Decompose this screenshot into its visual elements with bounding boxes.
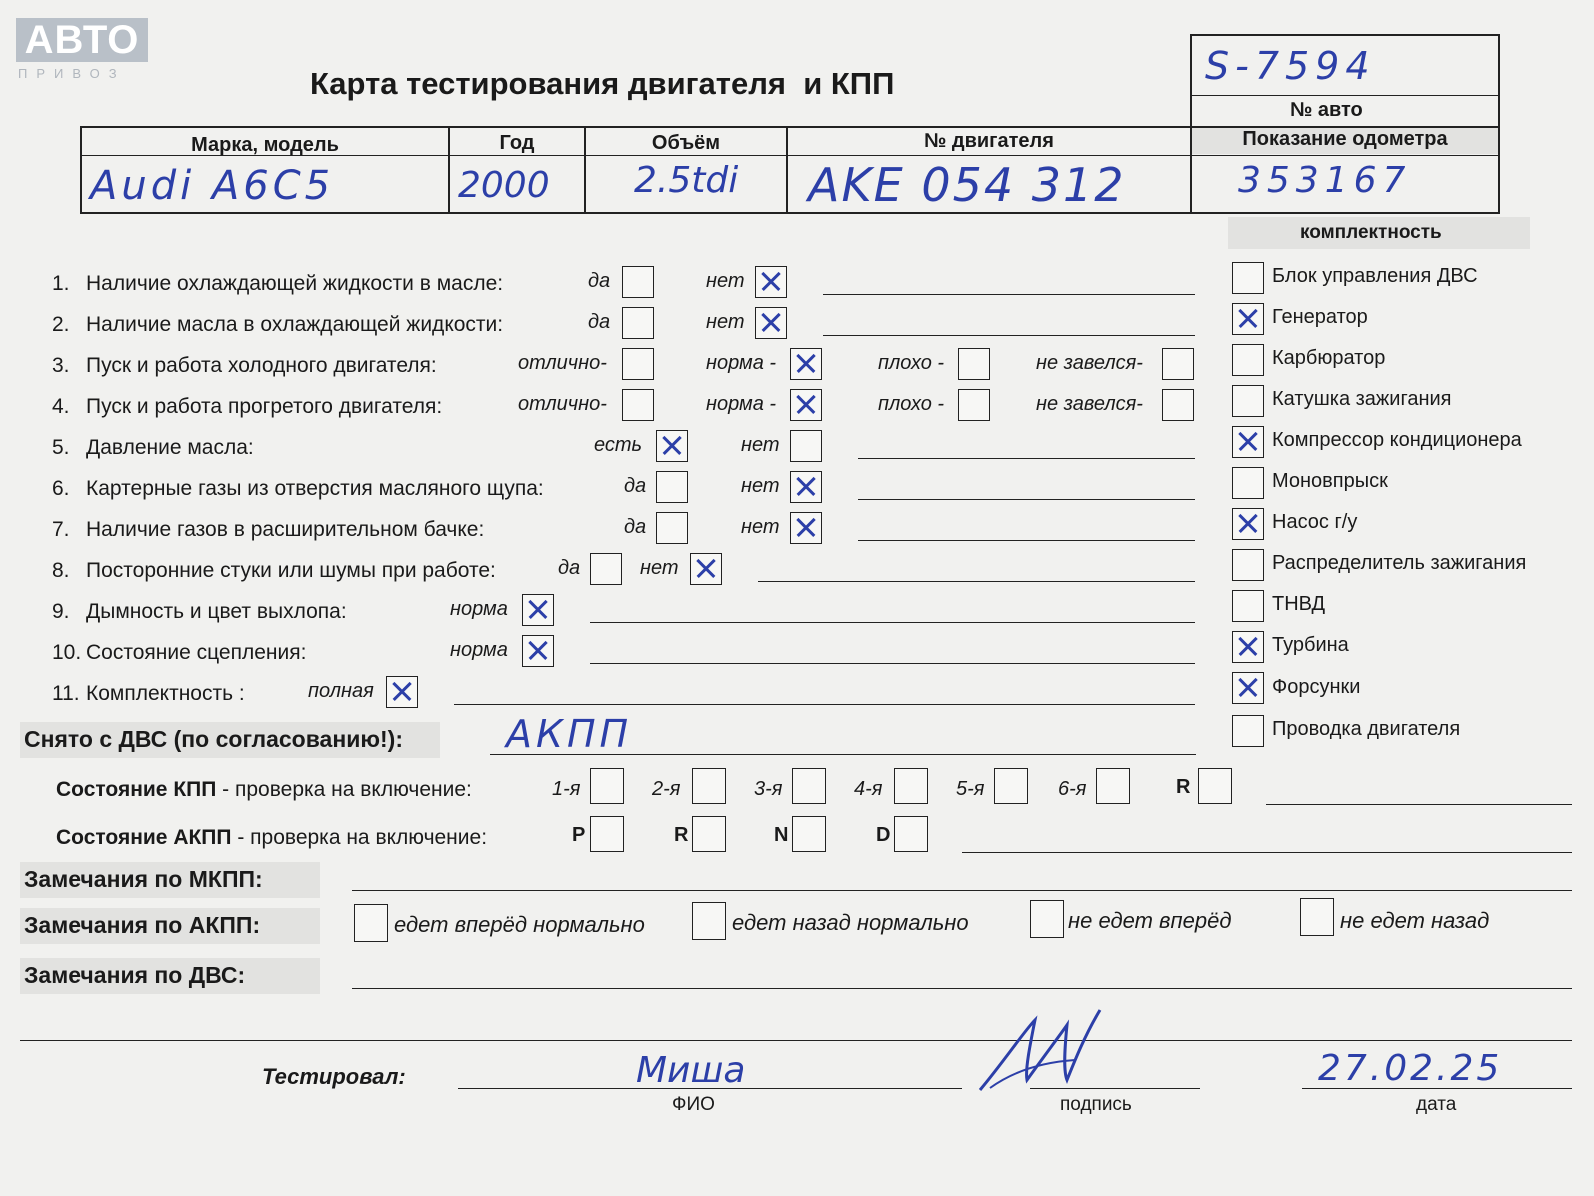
checkbox[interactable] bbox=[790, 430, 822, 462]
option-label: не завелся- bbox=[1036, 352, 1143, 374]
checkbox[interactable] bbox=[958, 348, 990, 380]
checkbox[interactable] bbox=[1232, 715, 1264, 747]
checkbox[interactable] bbox=[958, 389, 990, 421]
completeness-item: Форсунки bbox=[1272, 676, 1361, 698]
checkbox[interactable] bbox=[755, 307, 787, 339]
header-volume: Объём bbox=[651, 132, 721, 154]
checkbox[interactable] bbox=[522, 635, 554, 667]
option-label: есть bbox=[594, 434, 643, 456]
checkbox[interactable] bbox=[1232, 672, 1264, 704]
item-label: Наличие газов в расширительном бачке: bbox=[86, 518, 485, 541]
option-label: нет bbox=[706, 311, 745, 333]
akpp-label: Состояние АКПП - проверка на включение: bbox=[56, 826, 488, 849]
completeness-item: ТНВД bbox=[1272, 593, 1326, 615]
car-number-label: № авто bbox=[1290, 99, 1363, 121]
gear-label: 2-я bbox=[652, 778, 681, 800]
year-value: 2000 bbox=[458, 165, 550, 206]
option-label: отлично- bbox=[518, 393, 607, 415]
checkbox[interactable] bbox=[354, 904, 388, 942]
mode-label: N bbox=[774, 824, 789, 846]
header-year: Год bbox=[499, 132, 535, 154]
akpp-option: едет вперёд нормально bbox=[394, 912, 645, 937]
completeness-item: Насос г/у bbox=[1272, 511, 1358, 533]
volume-value: 2.5tdi bbox=[634, 160, 739, 201]
item-num: 4. bbox=[52, 395, 70, 418]
checkbox[interactable] bbox=[1300, 898, 1334, 936]
gear-label: 5-я bbox=[956, 778, 985, 800]
item-num: 6. bbox=[52, 477, 70, 500]
checkbox[interactable] bbox=[1232, 631, 1264, 663]
completeness-item: Карбюратор bbox=[1272, 347, 1386, 369]
checkbox[interactable] bbox=[656, 430, 688, 462]
option-label: плохо - bbox=[878, 352, 945, 374]
checkbox[interactable] bbox=[622, 348, 654, 380]
completeness-item: Блок управления ДВС bbox=[1272, 265, 1478, 287]
checkbox[interactable] bbox=[1232, 467, 1264, 499]
completeness-item: Проводка двигателя bbox=[1272, 718, 1461, 740]
option-label: не завелся- bbox=[1036, 393, 1143, 415]
completeness-item: Генератор bbox=[1272, 306, 1368, 328]
completeness-item: Компрессор кондиционера bbox=[1272, 429, 1522, 451]
item-label: Посторонние стуки или шумы при работе: bbox=[86, 559, 496, 582]
name-caption: ФИО bbox=[672, 1094, 715, 1115]
odometer-value: 353167 bbox=[1238, 160, 1412, 201]
mode-label: P bbox=[572, 824, 586, 846]
checkbox[interactable] bbox=[792, 768, 826, 804]
item-num: 7. bbox=[52, 518, 70, 541]
option-label: норма - bbox=[706, 352, 777, 374]
completeness-title: комплектность bbox=[1300, 222, 1442, 243]
checkbox[interactable] bbox=[1030, 900, 1064, 938]
option-label: нет bbox=[741, 475, 780, 497]
option-label: да bbox=[588, 270, 611, 292]
checkbox[interactable] bbox=[622, 389, 654, 421]
checkbox[interactable] bbox=[894, 816, 928, 852]
checkbox[interactable] bbox=[790, 348, 822, 380]
gear-label: 3-я bbox=[754, 778, 783, 800]
removed-value: АКПП bbox=[506, 712, 633, 756]
signature-caption: подпись bbox=[1060, 1094, 1132, 1115]
checkbox[interactable] bbox=[894, 768, 928, 804]
header-engine-no: № двигателя bbox=[924, 130, 1054, 152]
checkbox[interactable] bbox=[1162, 389, 1194, 421]
checkbox[interactable] bbox=[1096, 768, 1130, 804]
engine-no-value: AKE 054 312 bbox=[808, 158, 1126, 212]
gear-label: 1-я bbox=[552, 778, 581, 800]
tester-name: Миша bbox=[636, 1050, 746, 1091]
logo: АВТО bbox=[16, 18, 148, 62]
checkbox[interactable] bbox=[994, 768, 1028, 804]
option-label: полная bbox=[308, 680, 374, 702]
option-label: нет bbox=[640, 557, 679, 579]
checkbox[interactable] bbox=[790, 512, 822, 544]
checkbox[interactable] bbox=[692, 768, 726, 804]
akpp-option: не едет назад bbox=[1340, 908, 1490, 933]
header-odometer: Показание одометра bbox=[1242, 128, 1448, 150]
checkbox[interactable] bbox=[590, 816, 624, 852]
completeness-item: Моновпрыск bbox=[1272, 470, 1388, 492]
checkbox[interactable] bbox=[1232, 426, 1264, 458]
item-label: Комплектность : bbox=[86, 682, 245, 705]
gear-label: 4-я bbox=[854, 778, 883, 800]
checkbox[interactable] bbox=[622, 307, 654, 339]
page-title: Карта тестирования двигателя и КПП bbox=[310, 66, 895, 101]
kpp-label: Состояние КПП - проверка на включение: bbox=[56, 778, 472, 801]
logo-subtitle: ПРИВОЗ bbox=[18, 66, 126, 81]
item-num: 9. bbox=[52, 600, 70, 623]
item-label: Наличие охлаждающей жидкости в масле: bbox=[86, 272, 504, 295]
checkbox[interactable] bbox=[656, 512, 688, 544]
removed-label: Снято с ДВС (по согласованию!): bbox=[24, 726, 403, 752]
item-label: Наличие масла в охлаждающей жидкости: bbox=[86, 313, 504, 336]
completeness-item: Распределитель зажигания bbox=[1272, 552, 1527, 574]
item-num: 2. bbox=[52, 313, 70, 336]
checkbox[interactable] bbox=[1232, 344, 1264, 376]
checkbox[interactable] bbox=[1232, 508, 1264, 540]
item-num: 11. bbox=[52, 682, 80, 705]
checkbox[interactable] bbox=[386, 676, 418, 708]
checkbox[interactable] bbox=[1232, 262, 1264, 294]
signature-mark bbox=[975, 1000, 1125, 1100]
header-make-model: Марка, модель bbox=[191, 134, 339, 156]
completeness-item: Турбина bbox=[1272, 634, 1349, 656]
item-num: 10. bbox=[52, 641, 82, 664]
checkbox[interactable] bbox=[692, 816, 726, 852]
item-label: Давление масла: bbox=[86, 436, 254, 459]
make-model-value: Audi A6C5 bbox=[90, 163, 335, 209]
option-label: плохо - bbox=[878, 393, 945, 415]
checkbox[interactable] bbox=[656, 471, 688, 503]
item-label: Пуск и работа прогретого двигателя: bbox=[86, 395, 443, 418]
akpp-option: не едет вперёд bbox=[1068, 908, 1232, 933]
item-num: 1. bbox=[52, 272, 70, 295]
option-label: да bbox=[558, 557, 581, 579]
checkbox[interactable] bbox=[790, 389, 822, 421]
checkbox[interactable] bbox=[690, 553, 722, 585]
option-label: да bbox=[624, 516, 647, 538]
option-label: норма bbox=[450, 598, 508, 620]
checkbox[interactable] bbox=[522, 594, 554, 626]
option-label: норма - bbox=[706, 393, 777, 415]
car-number-value: S-7594 bbox=[1205, 44, 1376, 88]
checkbox[interactable] bbox=[790, 471, 822, 503]
checkbox[interactable] bbox=[1162, 348, 1194, 380]
date-value: 27.02.25 bbox=[1318, 1048, 1503, 1089]
option-label: норма bbox=[450, 639, 508, 661]
checkbox[interactable] bbox=[1198, 768, 1232, 804]
item-num: 5. bbox=[52, 436, 70, 459]
mode-label: R bbox=[674, 824, 689, 846]
checkbox[interactable] bbox=[1232, 590, 1264, 622]
date-caption: дата bbox=[1416, 1094, 1457, 1115]
remarks-mkpp-label: Замечания по МКПП: bbox=[24, 866, 263, 892]
option-label: отлично- bbox=[518, 352, 607, 374]
akpp-option: едет назад нормально bbox=[732, 910, 969, 935]
item-label: Пуск и работа холодного двигателя: bbox=[86, 354, 437, 377]
checkbox[interactable] bbox=[692, 902, 726, 940]
mode-label: D bbox=[876, 824, 891, 846]
checkbox[interactable] bbox=[755, 266, 787, 298]
item-num: 3. bbox=[52, 354, 70, 377]
option-label: да bbox=[624, 475, 647, 497]
item-label: Состояние сцепления: bbox=[86, 641, 307, 664]
remarks-akpp-label: Замечания по АКПП: bbox=[24, 912, 261, 938]
item-label: Дымность и цвет выхлопа: bbox=[86, 600, 347, 623]
item-label: Картерные газы из отверстия масляного щупа: bbox=[86, 477, 544, 500]
completeness-item: Катушка зажигания bbox=[1272, 388, 1452, 410]
checkbox[interactable] bbox=[1232, 549, 1264, 581]
checkbox[interactable] bbox=[590, 553, 622, 585]
item-num: 8. bbox=[52, 559, 70, 582]
option-label: нет bbox=[706, 270, 745, 292]
remarks-dvs-label: Замечания по ДВС: bbox=[24, 962, 246, 988]
checkbox[interactable] bbox=[792, 816, 826, 852]
gear-label: 6-я bbox=[1058, 778, 1087, 800]
option-label: нет bbox=[741, 516, 780, 538]
checkbox[interactable] bbox=[622, 266, 654, 298]
option-label: да bbox=[588, 311, 611, 333]
gear-label: R bbox=[1176, 776, 1191, 798]
option-label: нет bbox=[741, 434, 780, 456]
checkbox[interactable] bbox=[1232, 303, 1264, 335]
tested-by-label: Тестировал: bbox=[262, 1064, 406, 1089]
checkbox[interactable] bbox=[1232, 385, 1264, 417]
checkbox[interactable] bbox=[590, 768, 624, 804]
